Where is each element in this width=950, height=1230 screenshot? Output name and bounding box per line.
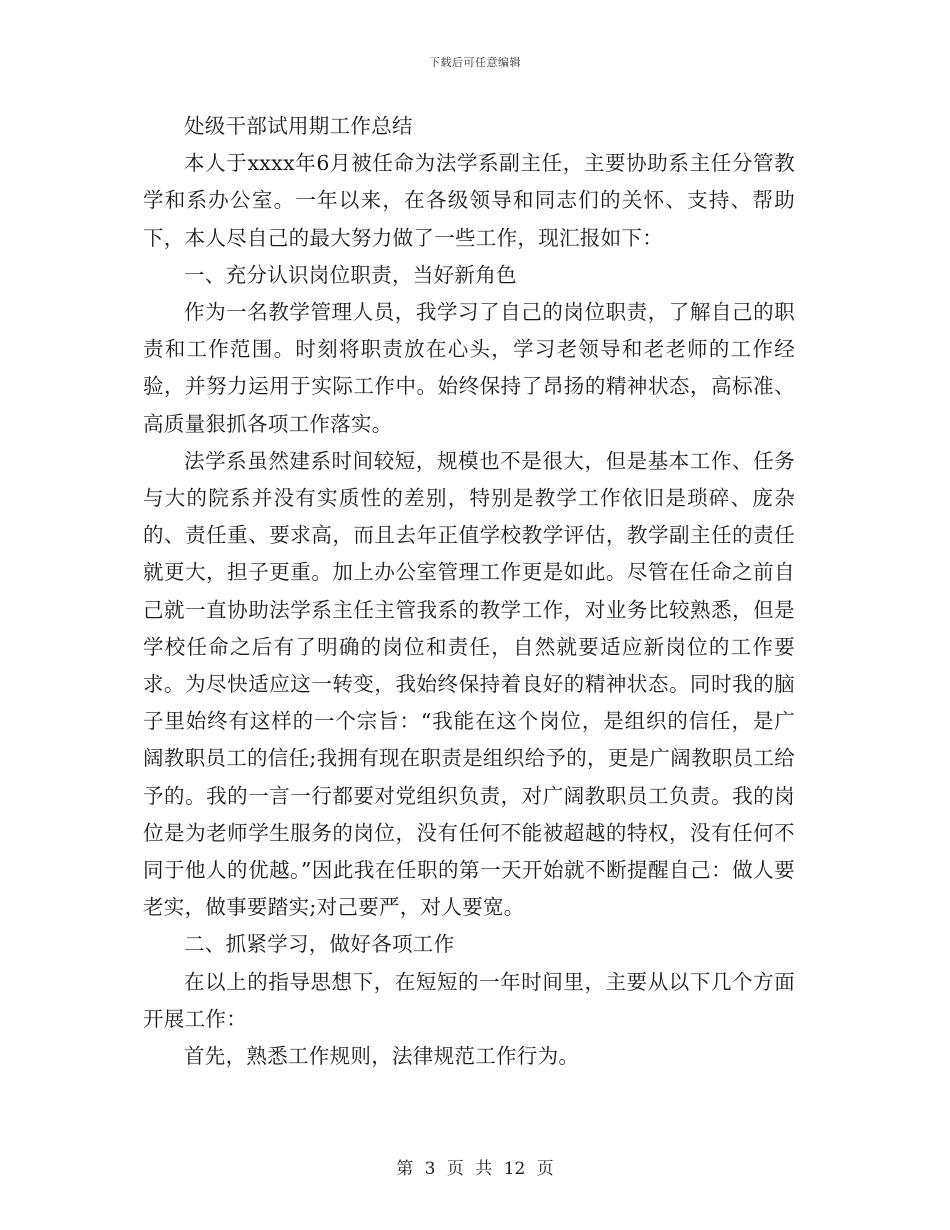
page-header: 下载后可任意编辑 — [429, 56, 521, 69]
paragraph: 首先，熟悉工作规则，法律规范工作行为。 — [184, 1044, 580, 1069]
section-heading: 一、充分认识岗位职责，当好新角色 — [184, 262, 517, 287]
paragraph: 本人于xxxx年6月被任命为法学系副主任，主要协助系主任分管教学和系办公室。一年以来，在各级领导和同志们的关怀、支持、帮助下，本人尽自己的最大努力做了一些工作，现汇报如下： — [143, 151, 795, 250]
paragraph: 在以上的指导思想下，在短短的一年时间里，主要从以下几个方面开展工作： — [143, 969, 795, 1031]
paragraph: 法学系虽然建系时间较短，规模也不是很大，但是基本工作、任务与大的院系并没有实质性的差别，特别是教学工作依旧是琐碎、庞杂的、责任重、要求高，而且去年正值学校教学评估，教学副主任的责任就更大，担子更重。加上办公室管理工作更是如此。尽管在任命之前自己就一直协助法学系主任主管我系的教学工作，对业务比较熟悉，但是学校任命之后有了明确的岗位和责任，自然就要适应新岗位的工作要求。为尽快适应这一转变，我始终保持着良好的精神状态。同时我的脑子里始终有这样的一个宗旨：“我能在这个岗位，是组织的信任，是广阔教职员工的信任;我拥有现在职责是组织给予的，更是广阔教职员工给予的。我的一言一行都要对党组织负责，对广阔教职员工负责。我的岗位是为老师学生服务的岗位，没有任何不能被超越的特权，没有任何不同于他人的优越。”因此我在任职的第一天开始就不断提醒自己：做人要老实，做事要踏实;对己要严，对人要宽。 — [143, 448, 796, 920]
document-body — [143, 108, 795, 1075]
section-heading: 二、抓紧学习，做好各项工作 — [184, 932, 455, 957]
paragraph: 作为一名教学管理人员，我学习了自己的岗位职责，了解自己的职责和工作范围。时刻将职责放在心头，学习老领导和老老师的工作经验，并努力运用于实际工作中。始终保持了昂扬的精神状态，高标准、高质量狠抓各项工作落实。 — [143, 300, 795, 436]
document-title: 处级干部试用期工作总结 — [184, 114, 413, 138]
page-footer: 第 3 页 共 12 页 — [396, 1159, 554, 1179]
